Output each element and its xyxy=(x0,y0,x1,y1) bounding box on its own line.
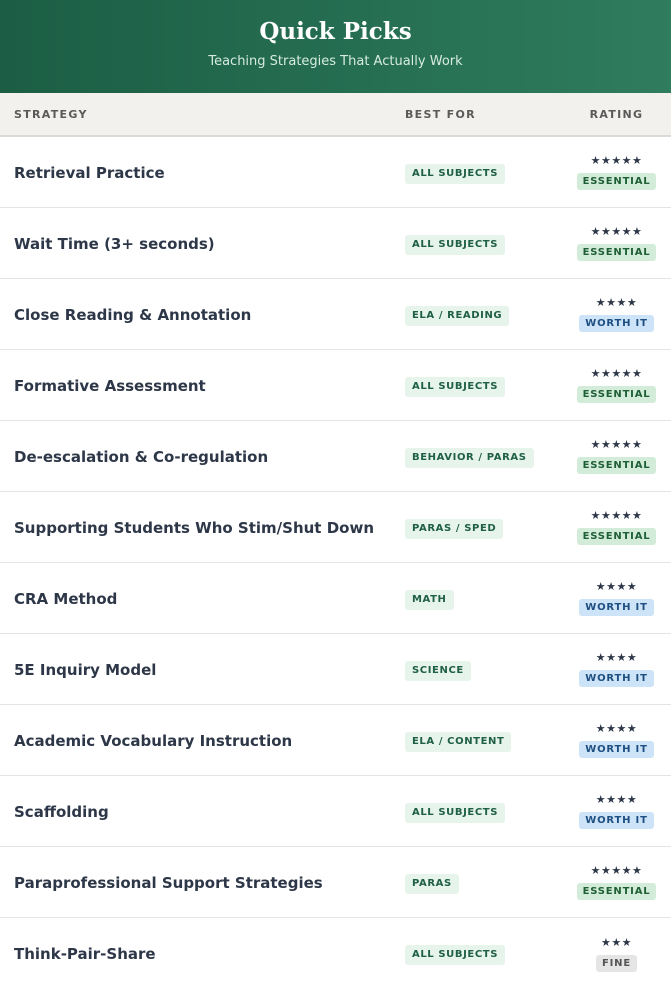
star-rating-icon: ★★★ xyxy=(600,935,633,949)
table-row xyxy=(0,137,671,208)
rating-badge: FINE xyxy=(596,955,637,972)
rating-cell xyxy=(562,651,671,687)
rating-badge: ESSENTIAL xyxy=(577,386,657,403)
rating-badge: WORTH IT xyxy=(579,670,653,687)
star-rating-icon: ★★★★★ xyxy=(590,225,643,238)
page-title: Quick Picks xyxy=(259,18,412,45)
star-rating-icon: ★★★★ xyxy=(595,651,638,664)
table-row xyxy=(0,847,671,918)
strategy-name: Wait Time (3+ seconds) xyxy=(14,234,215,253)
column-header-best-for: BEST FOR xyxy=(405,107,476,121)
strategy-name: Close Reading & Annotation xyxy=(14,305,252,324)
best-for-tag: PARAS xyxy=(405,874,459,894)
rating-cell xyxy=(562,225,671,261)
best-for-tag: ALL SUBJECTS xyxy=(405,164,505,184)
table-row xyxy=(0,350,671,421)
rating-cell xyxy=(562,864,671,900)
star-rating-icon: ★★★★★ xyxy=(590,438,643,451)
strategy-name: Paraprofessional Support Strategies xyxy=(14,873,323,892)
best-for-tag: SCIENCE xyxy=(405,661,471,681)
table-row xyxy=(0,421,671,492)
rating-badge: ESSENTIAL xyxy=(577,457,657,474)
strategy-name: Supporting Students Who Stim/Shut Down xyxy=(14,518,374,537)
rating-cell xyxy=(562,580,671,616)
star-rating-icon: ★★★★ xyxy=(595,722,638,735)
strategy-name: De-escalation & Co-regulation xyxy=(14,447,269,466)
rating-badge: WORTH IT xyxy=(579,812,653,829)
rating-cell xyxy=(562,367,671,403)
rating-cell xyxy=(562,154,671,190)
page-subtitle: Teaching Strategies That Actually Work xyxy=(208,54,463,69)
best-for-tag: MATH xyxy=(405,590,454,610)
rating-cell xyxy=(562,296,671,332)
strategy-name: 5E Inquiry Model xyxy=(14,660,157,679)
rating-badge: WORTH IT xyxy=(579,741,653,758)
table-row xyxy=(0,208,671,279)
best-for-tag: ALL SUBJECTS xyxy=(405,945,505,965)
table-row xyxy=(0,776,671,847)
best-for-tag: ALL SUBJECTS xyxy=(405,377,505,397)
rating-badge: ESSENTIAL xyxy=(577,244,657,261)
star-rating-icon: ★★★★★ xyxy=(590,864,643,877)
table-row xyxy=(0,634,671,705)
best-for-tag: PARAS / SPED xyxy=(405,519,503,539)
best-for-tag: ALL SUBJECTS xyxy=(405,235,505,255)
table-row xyxy=(0,279,671,350)
best-for-tag: ALL SUBJECTS xyxy=(405,803,505,823)
best-for-tag: ELA / CONTENT xyxy=(405,732,511,752)
rating-cell xyxy=(562,722,671,758)
table-row xyxy=(0,492,671,563)
table-row xyxy=(0,918,671,988)
column-header-rating: RATING xyxy=(589,107,644,121)
rating-cell xyxy=(562,509,671,545)
rating-badge: ESSENTIAL xyxy=(577,173,657,190)
star-rating-icon: ★★★★★ xyxy=(590,154,643,167)
strategy-name: Scaffolding xyxy=(14,802,109,821)
star-rating-icon: ★★★★ xyxy=(595,793,638,806)
strategy-name: Retrieval Practice xyxy=(14,163,165,182)
best-for-tag: BEHAVIOR / PARAS xyxy=(405,448,534,468)
rating-badge: WORTH IT xyxy=(579,599,653,616)
table-row xyxy=(0,563,671,634)
strategy-table-body xyxy=(0,137,671,988)
star-rating-icon: ★★★★★ xyxy=(590,367,643,380)
rating-cell xyxy=(562,793,671,829)
rating-badge: ESSENTIAL xyxy=(577,528,657,545)
star-rating-icon: ★★★★ xyxy=(595,580,638,593)
strategy-name: CRA Method xyxy=(14,589,118,608)
rating-cell xyxy=(562,936,671,972)
page-header xyxy=(0,0,671,93)
rating-badge: WORTH IT xyxy=(579,315,653,332)
rating-cell xyxy=(562,438,671,474)
strategy-name: Academic Vocabulary Instruction xyxy=(14,731,293,750)
column-header-strategy: STRATEGY xyxy=(14,107,88,121)
table-header xyxy=(0,93,671,137)
star-rating-icon: ★★★★ xyxy=(595,296,638,309)
strategy-name: Formative Assessment xyxy=(14,376,206,395)
strategy-name: Think-Pair-Share xyxy=(14,945,156,963)
rating-badge: ESSENTIAL xyxy=(577,883,657,900)
best-for-tag: ELA / READING xyxy=(405,306,509,326)
star-rating-icon: ★★★★★ xyxy=(590,509,643,522)
table-row xyxy=(0,705,671,776)
